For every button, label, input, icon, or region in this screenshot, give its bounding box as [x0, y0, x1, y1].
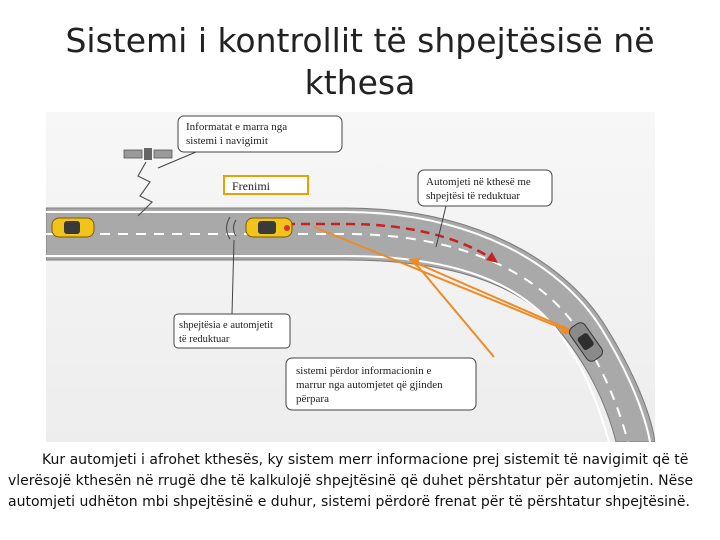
- callout-vehicles-ahead-line-2: marrur nga automjetet që gjinden: [296, 379, 443, 391]
- callout-vehicles-ahead: [286, 358, 476, 410]
- callout-reduced-speed-line-1: shpejtësia e automjetit: [179, 320, 273, 331]
- callout-vehicles-ahead-line-1: sistemi përdor informacionin e: [296, 365, 432, 377]
- slide-title: Sistemi i kontrollit të shpejtësisë në kthesa: [65, 21, 655, 102]
- callout-navigation: [158, 116, 342, 168]
- braking-car-icon: [246, 218, 292, 237]
- callout-brakes-label: Frenimi: [232, 179, 270, 193]
- callout-curve-car-line-1: Automjeti në kthesë me: [426, 176, 531, 188]
- satellite-icon: [124, 148, 172, 160]
- yellow-car-icon: [52, 218, 94, 237]
- callout-vehicles-ahead-line-3: përpara: [296, 393, 329, 405]
- callout-brakes: [224, 176, 308, 194]
- callout-navigation-line-2: sistemi i navigimit: [186, 135, 268, 147]
- caption-text: Kur automjeti i afrohet kthesës, ky sistem merr informacione prej sistemit të navigimit që të vlerësojë kthesën në rrugë dhe të kalkulojë shpejtësinë që duhet përshtatur për automjetin. Nëse automjeti udhëton mbi shpejtësinë e duhur, sistemi përdorë frenat për të përshtatur shpejtësinë.: [8, 452, 694, 510]
- curve-speed-control-diagram: [46, 112, 655, 442]
- callout-reduced-speed-line-2: të reduktuar: [179, 334, 230, 345]
- callout-navigation-line-1: Informatat e marra nga: [186, 121, 288, 133]
- callout-curve-car-line-2: shpejtësi të reduktuar: [426, 190, 521, 202]
- slide-caption: [8, 450, 708, 513]
